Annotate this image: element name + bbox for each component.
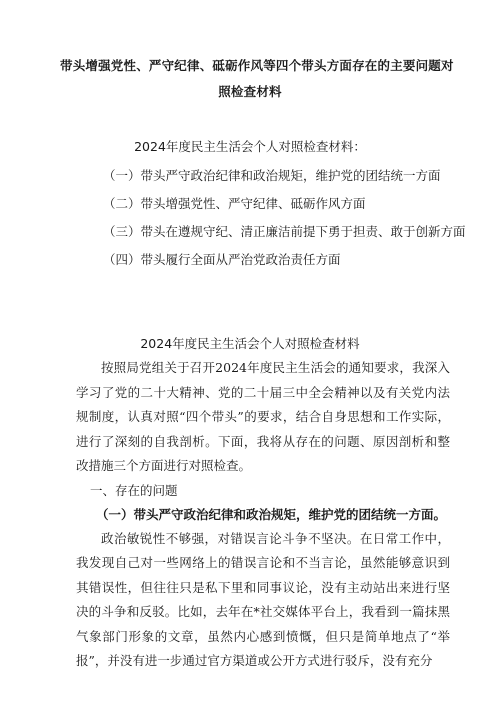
section-title: 2024年度民主生活会个人对照检查材料 [140,336,360,351]
table-of-contents [103,162,466,274]
body-paragraph: 政治敏锐性不够强，对错误言论斗争不坚决。在日常工作中，我发现自己对一些网络上的错误言论和不当言论，虽然能够意识到其错误性，但往往只是私下里和同事议论，没有主动站出来进行坚决的斗争和反驳。比如，去年在*社交媒体平台上，我看到一篇抹黑气象部门形象的文章，虽然内心感到愤慨，但只是简单地点了“举报”，并没有进一步通过官方渠道或公开方式进行驳斥，没有充分 [76,530,450,668]
document-title [60,53,454,105]
title-line-1: 带头增强党性、严守纪律、砥砺作风等四个带头方面存在的主要问题对 [60,58,454,73]
toc-heading: 2024年度民主生活会个人对照检查材料： [134,139,366,154]
heading-problems: 一、存在的问题 [90,482,178,498]
toc-item: （二）带头增强党性、严守纪律、砥砺作风方面 [103,196,366,211]
toc-item: （一）带头严守政治纪律和政治规矩，维护党的团结统一方面 [103,168,441,183]
intro-paragraph: 按照局党组关于召开2024年度民主生活会的通知要求，我深入学习了党的二十大精神、党的二十届三中全会精神以及有关党内法规制度，认真对照“四个带头”的要求，结合自身思想和工作实际，进行了深刻的自我剖析。下面，我将从存在的问题、原因剖析和整改措施三个方面进行对照检查。 [76,360,450,473]
subheading-political-discipline: （一）带头严守政治纪律和政治规矩，维护党的团结统一方面。 [96,506,447,522]
title-line-2: 照检查材料 [218,84,282,99]
toc-item: （四）带头履行全面从严治党政治责任方面 [103,252,341,267]
toc-item: （三）带头在遵规守纪、清正廉洁前提下勇于担责、敢于创新方面 [103,224,466,239]
document-body [76,356,450,674]
